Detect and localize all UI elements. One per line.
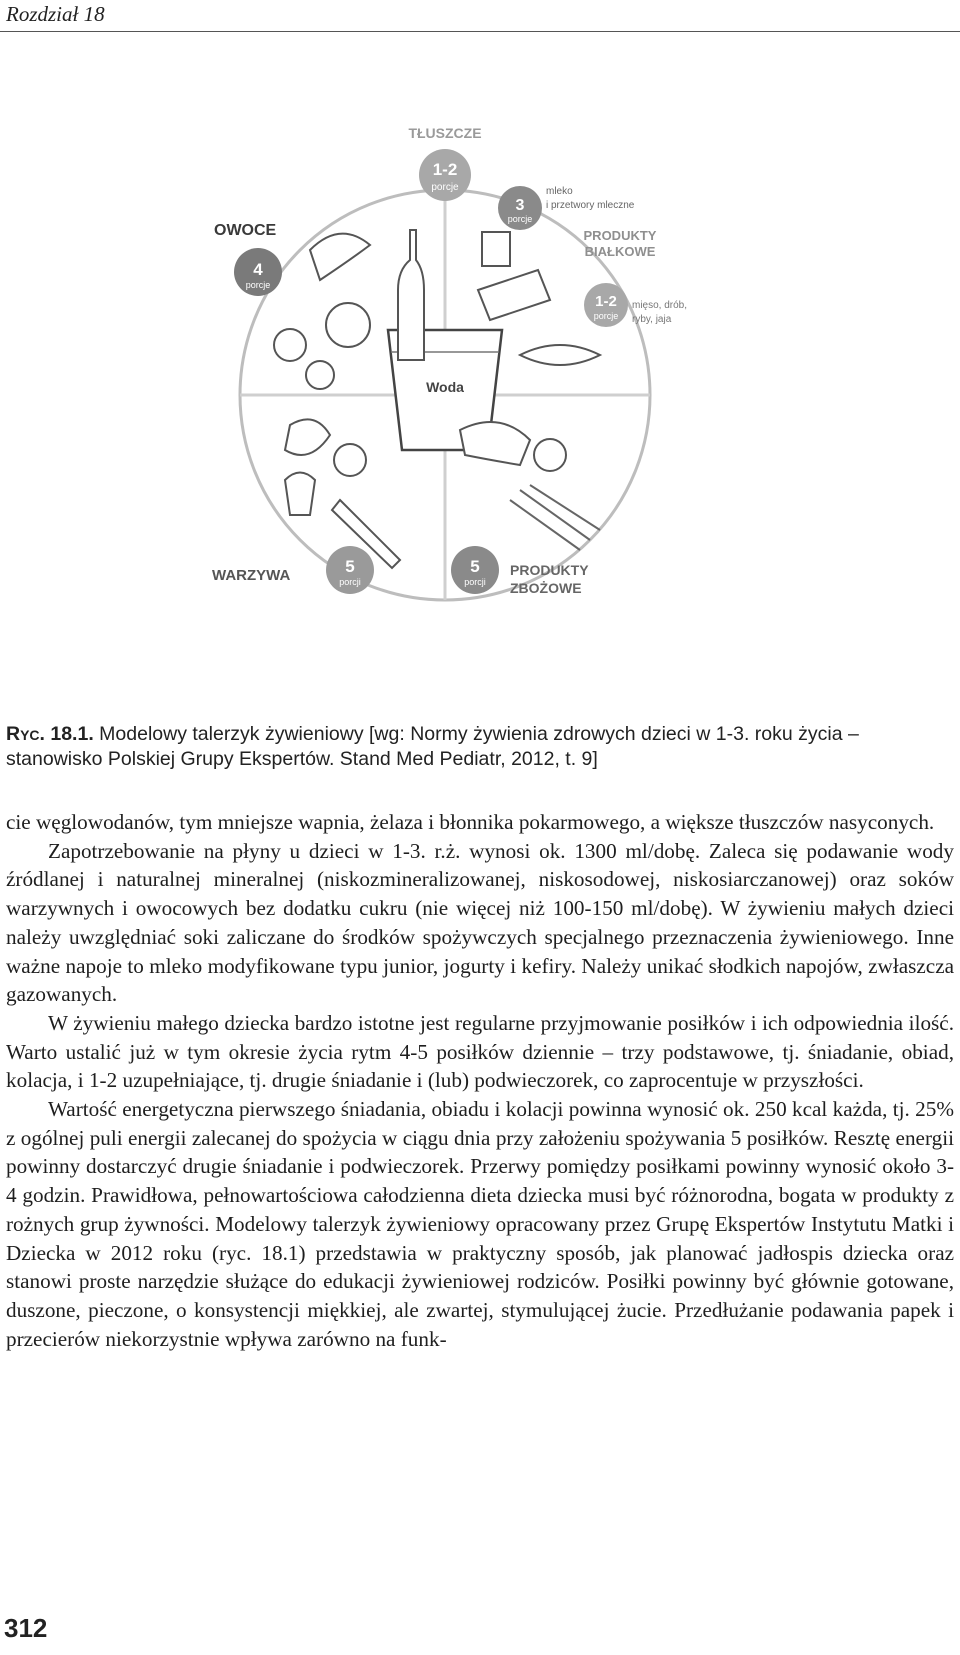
vegetables-portion-word: porcji — [339, 577, 361, 587]
dairy-portion-count: 3 — [515, 197, 525, 214]
fats-portion-word: porcje — [431, 182, 459, 193]
lettuce-icon — [285, 419, 330, 455]
grains-line1: PRODUKTY — [510, 562, 589, 578]
meat-line1: mięso, drób, — [632, 300, 688, 311]
fruits-portion-word: porcje — [245, 280, 271, 290]
water-label: Woda — [426, 379, 464, 395]
dairy-line1: mleko — [546, 186, 573, 197]
tomato-icon — [334, 444, 366, 476]
fruits-label: OWOCE — [214, 222, 277, 239]
paragraph: Wartość energetyczna pierwszego śniadania, obiadu i kolacji powinna wynosić ok. 250 kcal każda, tj. 25% z ogólnej puli energii zalecanej do spożycia w ciągu dnia przy założeniu spożywania 5 posiłków. Resztę energii powinny dostarczyć drugie śniadanie i podwieczorek. Przerwy pomiędzy posiłkami powinny wynosić około 3-4 godzin. Prawidłowa, pełnowartościowa całodzienna dieta dziecka musi być różnorodna, bogata w produkty z rożnych grup żywności. Modelowy talerzyk żywieniowy opracowany przez Grupę Ekspertów Instytutu Matki i Dziecka w 2012 roku (ryc. 18.1) przedstawia w praktyczny sposób, jak planować jadłospis dziecka oraz stanowi proste narzędzie służące do edukacji żywieniowej rodziców. Posiłki powinny być głównie gotowane, duszone, pieczone, o konsystencji miękkiej, ale zwartej, stymulującej żucie. Przedłużanie podawania papek i przecierów niekorzystnie wpływa zarówno na funk- — [6, 1097, 954, 1351]
meat-line2: ryby, jaja — [632, 314, 672, 325]
paragraph: Zapotrzebowanie na płyny u dzieci w 1-3. r.ż. wynosi ok. 1300 ml/dobę. Zaleca się podawanie wody źródlanej i naturalnej mineralnej (niskozmineralizowanej, niskosodowej, niskosiarczanowej) oraz soków warzywnych i owocowych bez dodatku cukru (nie więcej niż 100-150 ml/dobę). W żywieniu małych dzieci należy uwzględniać soki zaliczane do środków spożywczych specjalnego przeznaczenia żywieniowego. Inne ważne napoje to mleko modyfikowane typu junior, jogurty i kefiry. Należy unikać słodkich napojów, zwłaszcza gazowanych. — [6, 838, 954, 1007]
header-rule — [0, 31, 960, 32]
figure-caption — [6, 722, 956, 772]
fats-portion-count: 1-2 — [432, 160, 458, 179]
figure-caption-label: Ryc. 18.1. — [6, 723, 94, 745]
vegetables-portion-count: 5 — [345, 557, 355, 576]
protein-line2: BIAŁKOWE — [584, 244, 656, 259]
cheese-icon — [478, 270, 550, 320]
grains-portion-count: 5 — [470, 557, 480, 576]
dairy-line2: i przetwory mleczne — [546, 200, 635, 211]
grains-portion-word: porcji — [464, 577, 486, 587]
pepper-icon — [285, 473, 315, 516]
page-number: 312 — [4, 1613, 48, 1643]
figure-caption-text: Modelowy talerzyk żywieniowy [wg: Normy żywienia zdrowych dzieci w 1-3. roku życia – stanowisko Polskiej Grupy Ekspertów. Stand Med Pediatr, 2012, t. 9] — [6, 723, 859, 770]
dairy-portion-word: porcje — [507, 214, 533, 224]
grapes-icon — [326, 303, 370, 347]
milk-carton-icon — [482, 232, 510, 266]
fruit-icon — [306, 361, 334, 389]
body-text — [6, 808, 954, 1353]
oil-bottle-icon — [398, 230, 424, 360]
bun-icon — [534, 439, 566, 471]
protein-line1: PRODUKTY — [583, 228, 657, 243]
paragraph: cie węglowodanów, tym mniejsze wapnia, żelaza i błonnika pokarmowego, a większe tłuszczów nasyconych. — [6, 810, 935, 834]
banana-icon — [310, 234, 370, 280]
food-plate-illustration — [212, 120, 688, 650]
meat-portion-count: 1-2 — [595, 293, 617, 310]
grains-line2: ZBOŻOWE — [510, 580, 582, 596]
fish-icon — [520, 345, 600, 365]
meat-portion-word: porcje — [593, 311, 619, 321]
vegetables-label: WARZYWA — [212, 567, 291, 584]
fruits-portion-count: 4 — [253, 260, 263, 279]
bread-icon — [460, 422, 530, 465]
food-plate-figure — [212, 120, 688, 650]
running-head: Rozdział 18 — [6, 2, 105, 26]
apple-icon — [274, 329, 306, 361]
paragraph: W żywieniu małego dziecka bardzo istotne jest regularne przyjmowanie posiłków i ich odpowiednia ilość. Warto ustalić już w tym okresie życia rytm 4-5 posiłków dziennie – trzy podstawowe, tj. śniadanie, obiad, kolacja, i 1-2 uzupełniające, tj. drugie śniadanie i (lub) podwieczorek, co zaprocentuje w przyszłości. — [6, 1010, 954, 1093]
wheat-icon — [510, 485, 600, 550]
fats-label: TŁUSZCZE — [408, 125, 482, 141]
